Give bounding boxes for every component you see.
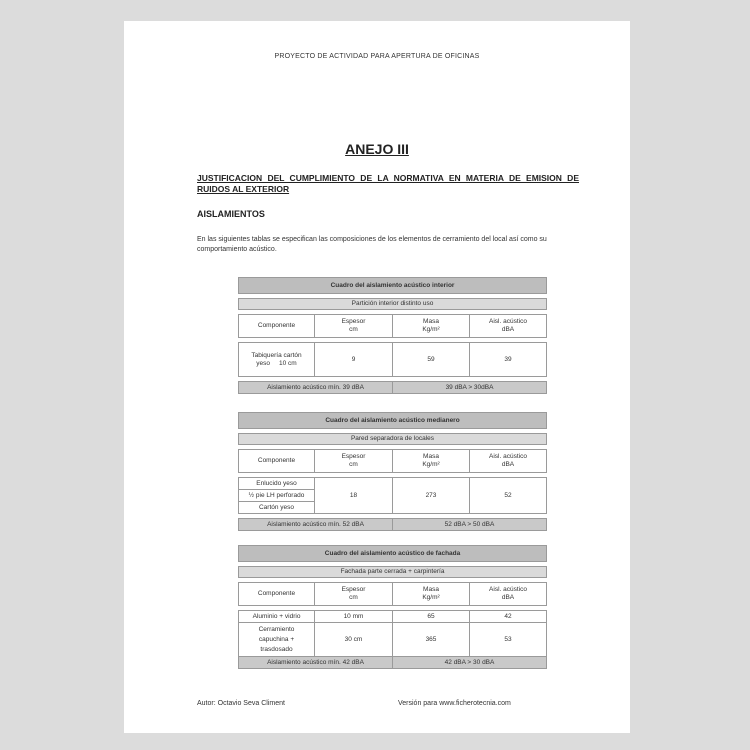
cell-mass: 59	[393, 343, 470, 377]
table-row	[239, 623, 547, 657]
party-wall-insulation-table	[238, 412, 547, 531]
table-footer-min: Aislamiento acústico mín. 42 dBA	[239, 657, 393, 669]
col-insulation: Aisl. acústico dBA	[470, 315, 547, 338]
cell-component-layers	[239, 478, 315, 514]
table-row	[239, 343, 547, 377]
col-thickness: Espesor cm	[315, 450, 393, 473]
col-component: Componente	[239, 450, 315, 473]
table-footer-min: Aislamiento acústico mín. 39 dBA	[239, 382, 393, 394]
cell-mass: 365	[393, 623, 470, 657]
layer-3: Cartón yeso	[258, 504, 295, 511]
cell-insulation: 52	[470, 478, 547, 514]
cell-thickness: 30 cm	[315, 623, 393, 657]
cell-component: Aluminio + vidrio	[239, 611, 315, 623]
annex-title: ANEJO III	[345, 141, 409, 157]
footer-version: Versión para www.ficherotecnia.com	[398, 700, 511, 707]
cell-component: Tabiquería cartón yeso 10 cm	[239, 343, 315, 377]
cell-thickness: 10 mm	[315, 611, 393, 623]
layer-2: ½ pie LH perforado	[239, 490, 314, 502]
cell-insulation: 42	[470, 611, 547, 623]
table-title: Cuadro del aislamiento acústico medianero	[239, 413, 547, 429]
document-page	[124, 21, 630, 733]
cell-thickness: 18	[315, 478, 393, 514]
cell-thickness: 9	[315, 343, 393, 377]
col-insulation: Aisl. acústico dBA	[470, 450, 547, 473]
table-row	[239, 478, 547, 514]
table-title: Cuadro del aislamiento acústico de fachada	[239, 546, 547, 562]
col-mass: Masa Kg/m²	[393, 583, 470, 606]
col-component: Componente	[239, 315, 315, 338]
col-thickness: Espesor cm	[315, 315, 393, 338]
cell-mass: 65	[393, 611, 470, 623]
table-footer-result: 42 dBA > 30 dBA	[393, 657, 547, 669]
annex-subtitle: JUSTIFICACION DEL CUMPLIMIENTO DE LA NORMATIVA EN MATERIA DE EMISION DE RUIDOS AL EXTERIOR	[197, 173, 579, 194]
table-title: Cuadro del aislamiento acústico interior	[239, 278, 547, 294]
cell-mass: 273	[393, 478, 470, 514]
table-row	[239, 611, 547, 623]
col-component: Componente	[239, 583, 315, 606]
table-footer-result: 39 dBA > 30dBA	[393, 382, 547, 394]
interior-insulation-table	[238, 277, 547, 394]
table-partition: Fachada parte cerrada + carpintería	[239, 567, 547, 578]
col-mass: Masa Kg/m²	[393, 315, 470, 338]
cell-insulation: 39	[470, 343, 547, 377]
table-partition: Partición interior distinto uso	[239, 299, 547, 310]
layer-1: Enlucido yeso	[239, 478, 314, 490]
footer-author: Autor: Octavio Seva Climent	[197, 700, 285, 707]
col-thickness: Espesor cm	[315, 583, 393, 606]
col-mass: Masa Kg/m²	[393, 450, 470, 473]
cell-insulation: 53	[470, 623, 547, 657]
facade-insulation-table	[238, 545, 547, 669]
table-partition: Pared separadora de locales	[239, 434, 547, 445]
table-footer-min: Aislamiento acústico mín. 52 dBA	[239, 519, 393, 531]
col-insulation: Aisl. acústico dBA	[470, 583, 547, 606]
page-header: PROYECTO DE ACTIVIDAD PARA APERTURA DE OFICINAS	[274, 53, 480, 60]
cell-component: Cerramiento capuchina + trasdosado	[239, 623, 315, 657]
intro-paragraph: En las siguientes tablas se especifican las composiciones de los elementos de cerramiento del local así como su comportamiento acústico.	[197, 236, 547, 253]
table-footer-result: 52 dBA > 50 dBA	[393, 519, 547, 531]
section-heading: AISLAMIENTOS	[197, 209, 265, 219]
